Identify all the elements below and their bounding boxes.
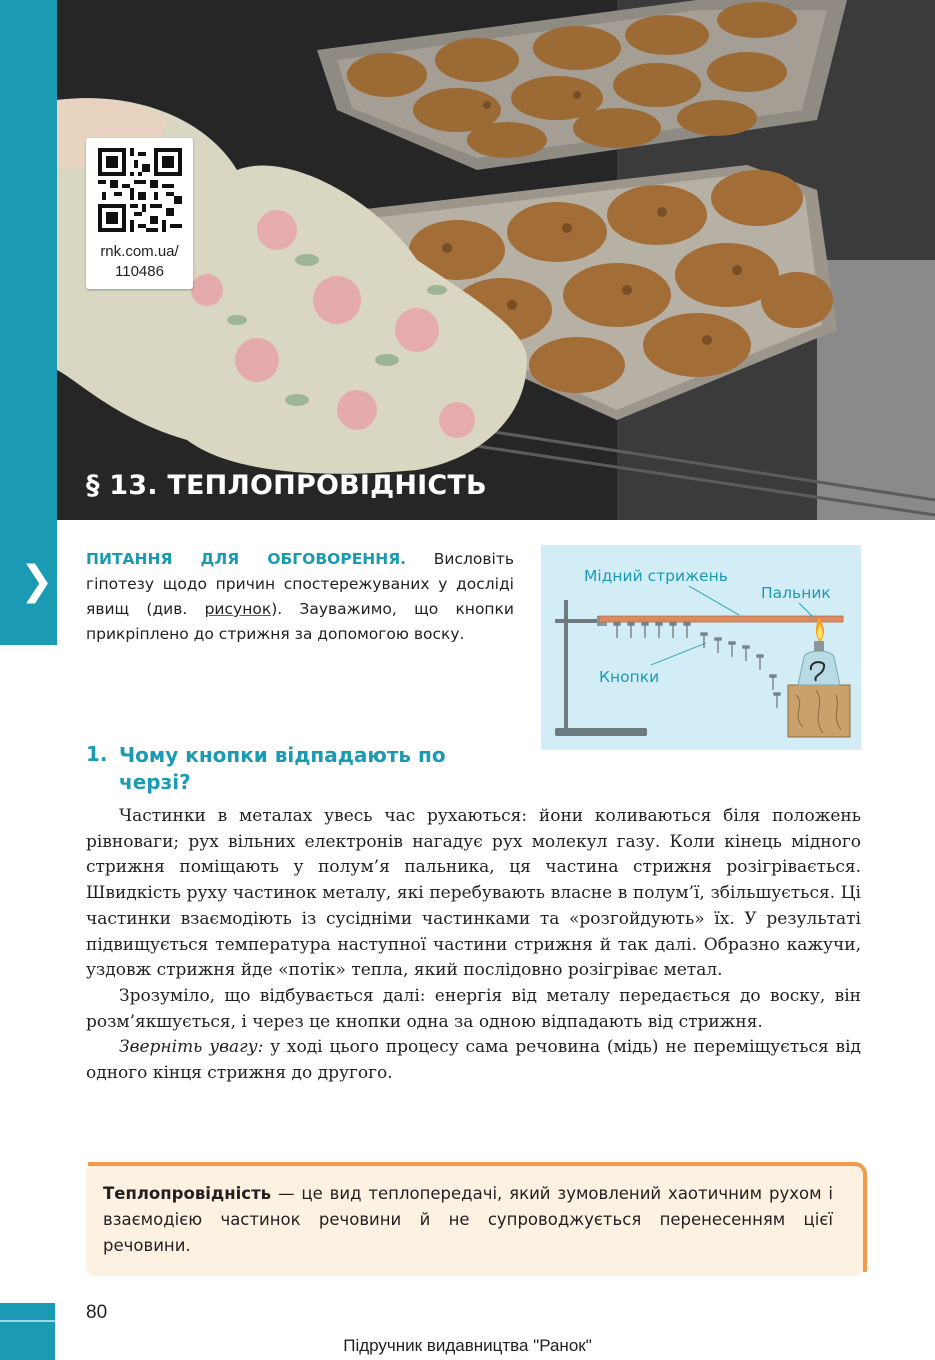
pins (614, 623, 780, 708)
copper-rod (599, 616, 843, 622)
body-text (86, 804, 861, 1087)
section-title: § 13. ТЕПЛОПРОВІДНІСТЬ (86, 470, 487, 501)
discussion-question (86, 547, 514, 647)
stand-clamp (555, 619, 603, 623)
paragraph-1: Частинки в металах увесь час рухаються: йони коливаються біля положень рівноваги; рух вільних електронів нагадує рух молекул газу. Коли кінець мідного стрижня поміщають у полум’я пальника, ця частина стрижня розігрівається. Швидкість руху частинок металу, які перебувають власне в полум’ї, збільшується. Ці частинки взаємодіють із сусідніми частинками та «розгойдують» їх. У результаті підвищується температура наступної частини стрижня й так далі. Образно кажучи, уздовж стрижня йде «потік» тепла, який послідовно розігріває метал. (86, 806, 861, 981)
label-copper-rod: Мідний стрижень (584, 567, 728, 585)
burner (798, 651, 840, 685)
figure-reference-link[interactable]: рисунок (204, 600, 272, 618)
definition-body: — це вид теплопередачі, який зумовлений хаотичним рухом і взаємодією частинок речовини й не супроводжується перенесенням цієї речовини. (103, 1184, 833, 1255)
paragraph-3-emphasis: Зверніть увагу: (119, 1037, 264, 1058)
discussion-text-after: ). Зауважимо, що кнопки прикріплено до стрижня за допомогою воску. (86, 600, 514, 643)
publisher-footer: Підручник видавництва "Ранок" (343, 1336, 592, 1355)
page-number: 80 (86, 1302, 108, 1323)
discussion-lead: ПИТАННЯ ДЛЯ ОБГОВОРЕННЯ. (86, 550, 407, 568)
definition-text (103, 1181, 833, 1259)
qr-url-line2: 110486 (115, 263, 164, 280)
chevron-right-icon: ❯ (20, 558, 54, 604)
qr-url-line1: rnk.com.ua/ (100, 243, 179, 260)
paragraph-3 (86, 1035, 861, 1086)
qr-url-text[interactable] (86, 242, 193, 282)
side-tab (0, 520, 57, 645)
label-pins: Кнопки (599, 668, 660, 686)
qr-code-icon (98, 148, 182, 232)
qr-code-card[interactable] (86, 138, 193, 289)
paragraph-2: Зрозуміло, що відбувається далі: енергія від металу передається до воску, він розм’якшується, і через це кнопки одна за одною відпадають від стрижня. (86, 985, 861, 1032)
label-burner: Пальник (761, 584, 831, 602)
question-number: 1. (86, 742, 108, 766)
question-heading: Чому кнопки відпадають по черзі? (119, 743, 446, 794)
left-accent-bar (0, 0, 57, 520)
paragraph-3-text: у ході цього процесу сама речовина (мідь) не переміщується від одного кінця стрижня до другого. (86, 1037, 861, 1084)
bottom-accent-line (0, 1320, 55, 1322)
discussion-text-before: Висловіть гіпотезу щодо причин спостережуваних у досліді явищ (див. (86, 550, 514, 618)
stand-base (555, 728, 647, 736)
experiment-figure (541, 545, 861, 750)
definition-term: Теплопровідність (103, 1184, 272, 1203)
